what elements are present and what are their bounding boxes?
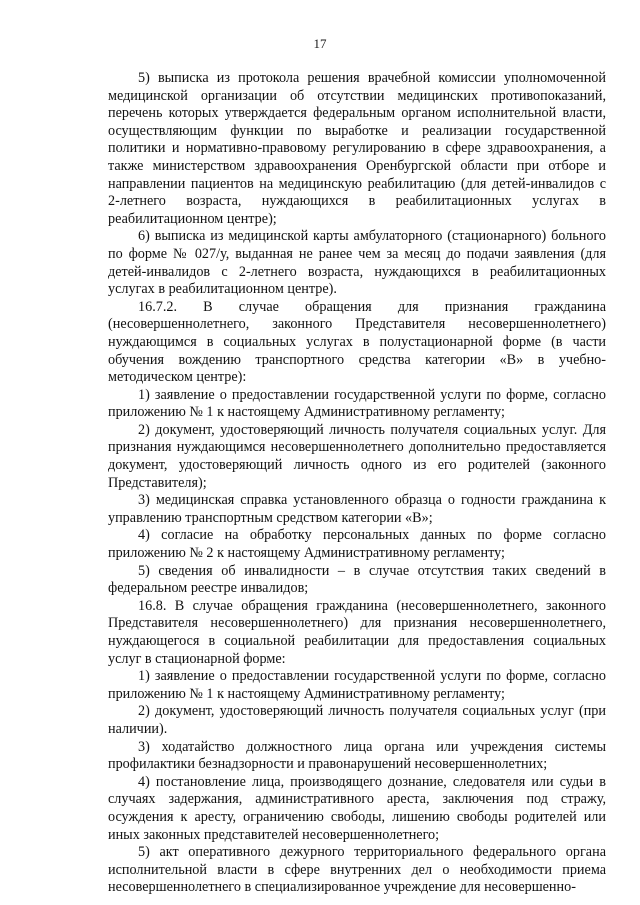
paragraph-list-item: 5) акт оперативного дежурного территориального федерального органа исполнительной власти в сфере внутренних дел о необходимости приема несовершеннолетнего в специализированное учреждение для несовершенно-	[108, 844, 606, 896]
paragraph-item-6-extract-medical-card: 6) выписка из медицинской карты амбулаторного (стационарного) больного по форме № 027/у, выданная не ранее чем за месяц до подачи заявления (для детей-инвалидов с 2-летнего возраста, нуждающихся в реабилитационных услугах в реабилитационном центре).	[108, 228, 606, 298]
paragraph-list-item: 4) согласие на обработку персональных данных по форме согласно приложению № 2 к настоящему Административному регламенту;	[108, 527, 606, 562]
document-body	[108, 70, 606, 897]
paragraph-item-5-extract-commission: 5) выписка из протокола решения врачебной комиссии уполномоченной медицинской организации об отсутствии медицинских противопоказаний, перечень которых утверждается федеральным органом исполнительной власти, осуществляющим функции по выработке и реализации государственной политики и нормативно-правовому регулированию в сфере здравоохранения, а также министерством здравоохранения Оренбургской области при отборе и направлении пациентов на медицинскую реабилитацию (для детей-инвалидов с 2-летнего возраста, нуждающихся в реабилитационных услугах в реабилитационном центре);	[108, 70, 606, 227]
paragraph-list-item: 2) документ, удостоверяющий личность получателя социальных услуг (при наличии).	[108, 703, 606, 737]
paragraph-list-item: 2) документ, удостоверяющий личность получателя социальных услуг. Для признания нуждающимся несовершеннолетнего дополнительно предоставляется документ, удостоверяющий личность одного из его родителей (законного Представителя);	[108, 421, 606, 491]
paragraph-list-item: 5) сведения об инвалидности – в случае отсутствия таких сведений в федеральном реестре инвалидов;	[108, 562, 606, 597]
paragraph-16-7-2: 16.7.2. В случае обращения для признания гражданина (несовершеннолетнего, законного Представителя несовершеннолетнего) нуждающимся в социальных услугах в полустационарной форме (в части обучения вождению транспортного средства категории «В» в учебно-методическом центре):	[108, 298, 606, 386]
paragraph-list-item: 4) постановление лица, производящего дознание, следователя или судьи в случаях задержания, административного ареста, заключения под стражу, осуждения к аресту, ограничению свободы, лишению свободы родителей или иных законных представителей несовершеннолетнего;	[108, 773, 606, 843]
paragraph-list-item: 1) заявление о предоставлении государственной услуги по форме, согласно приложению № 1 к настоящему Административному регламенту;	[108, 668, 606, 702]
paragraph-list-item: 3) ходатайство должностного лица органа или учреждения системы профилактики безнадзорности и правонарушений несовершеннолетних;	[108, 738, 606, 773]
paragraph-16-8: 16.8. В случае обращения гражданина (несовершеннолетнего, законного Представителя несовершеннолетнего) для признания несовершеннолетнего, нуждающегося в социальной реабилитации для предоставления социальных услуг в стационарной форме:	[108, 597, 606, 667]
page-number: 17	[313, 36, 327, 51]
paragraph-list-item: 1) заявление о предоставлении государственной услуги по форме, согласно приложению № 1 к настоящему Административному регламенту;	[108, 386, 606, 421]
paragraph-list-item: 3) медицинская справка установленного образца о годности гражданина к управлению транспортным средством категории «В»;	[108, 492, 606, 526]
